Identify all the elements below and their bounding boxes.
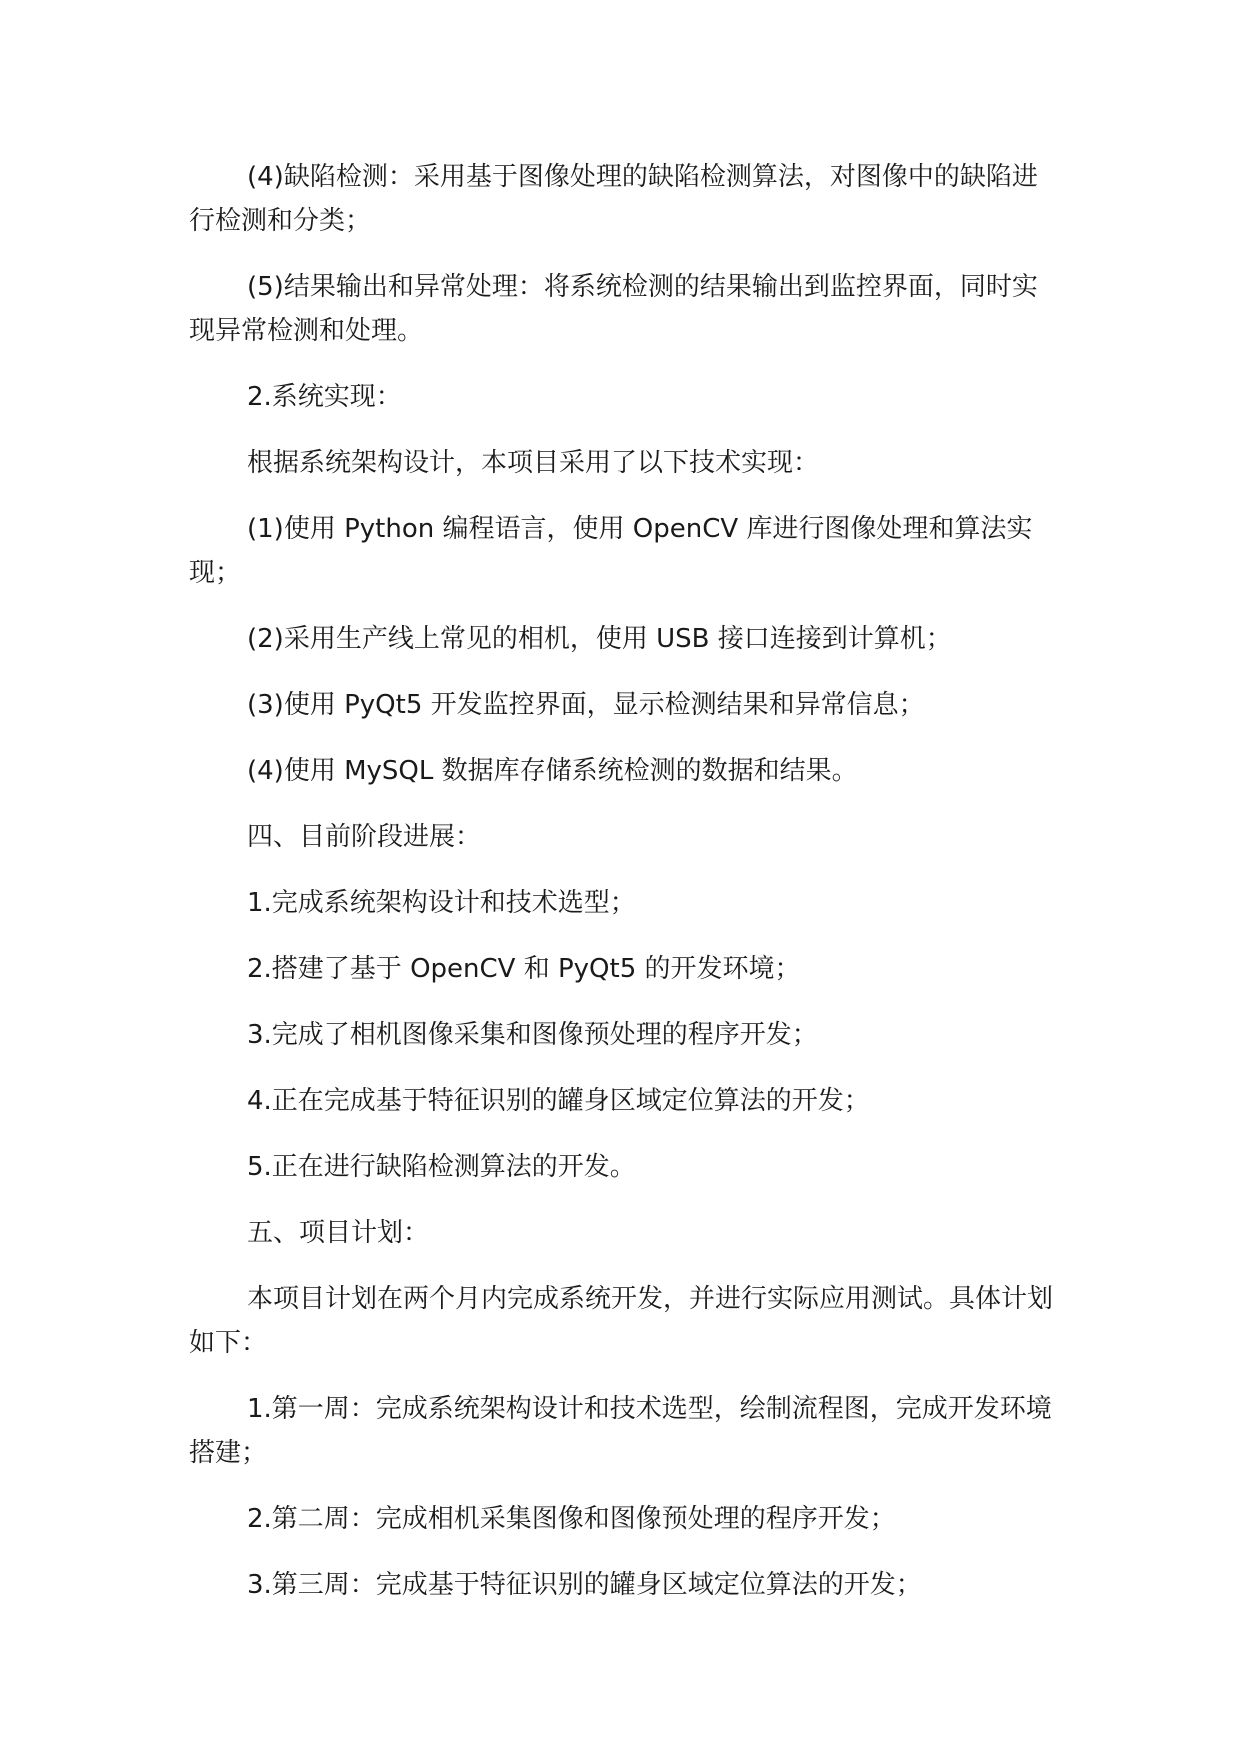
section-heading-progress: 四、目前阶段进展：: [247, 822, 482, 852]
paragraph-plan-intro: 本项目计划在两个月内完成系统开发，并进行实际应用测试。具体计划如下：: [189, 1284, 1054, 1358]
paragraph-tech-camera: (2)采用生产线上常见的相机，使用 USB 接口连接到计算机；: [247, 624, 952, 654]
plan-item: 1.第一周：完成系统架构设计和技术选型，绘制流程图，完成开发环境搭建；: [189, 1394, 1052, 1468]
paragraph-result-output: (5)结果输出和异常处理：将系统检测的结果输出到监控界面，同时实现异常检测和处理。: [189, 272, 1038, 346]
paragraph-defect-detection: (4)缺陷检测：采用基于图像处理的缺陷检测算法，对图像中的缺陷进行检测和分类；: [189, 162, 1038, 236]
paragraph-tech-pyqt5: (3)使用 PyQt5 开发监控界面，显示检测结果和异常信息；: [247, 690, 925, 720]
paragraph-implementation-intro: 根据系统架构设计，本项目采用了以下技术实现：: [247, 448, 820, 478]
section-heading-plan: 五、项目计划：: [247, 1218, 430, 1248]
paragraph-tech-mysql: (4)使用 MySQL 数据库存储系统检测的数据和结果。: [247, 756, 858, 786]
progress-item: 5.正在进行缺陷检测算法的开发。: [247, 1152, 636, 1182]
progress-item: 4.正在完成基于特征识别的罐身区域定位算法的开发；: [247, 1086, 870, 1116]
progress-item: 2.搭建了基于 OpenCV 和 PyQt5 的开发环境；: [247, 954, 801, 984]
paragraph-system-implementation-heading: 2.系统实现：: [247, 382, 402, 412]
plan-item: 2.第二周：完成相机采集图像和图像预处理的程序开发；: [247, 1504, 896, 1534]
progress-item: 1.完成系统架构设计和技术选型；: [247, 888, 636, 918]
progress-item: 3.完成了相机图像采集和图像预处理的程序开发；: [247, 1020, 818, 1050]
document-body: [189, 155, 1059, 1629]
paragraph-tech-python: (1)使用 Python 编程语言，使用 OpenCV 库进行图像处理和算法实现；: [189, 514, 1033, 588]
plan-item: 3.第三周：完成基于特征识别的罐身区域定位算法的开发；: [247, 1570, 922, 1600]
